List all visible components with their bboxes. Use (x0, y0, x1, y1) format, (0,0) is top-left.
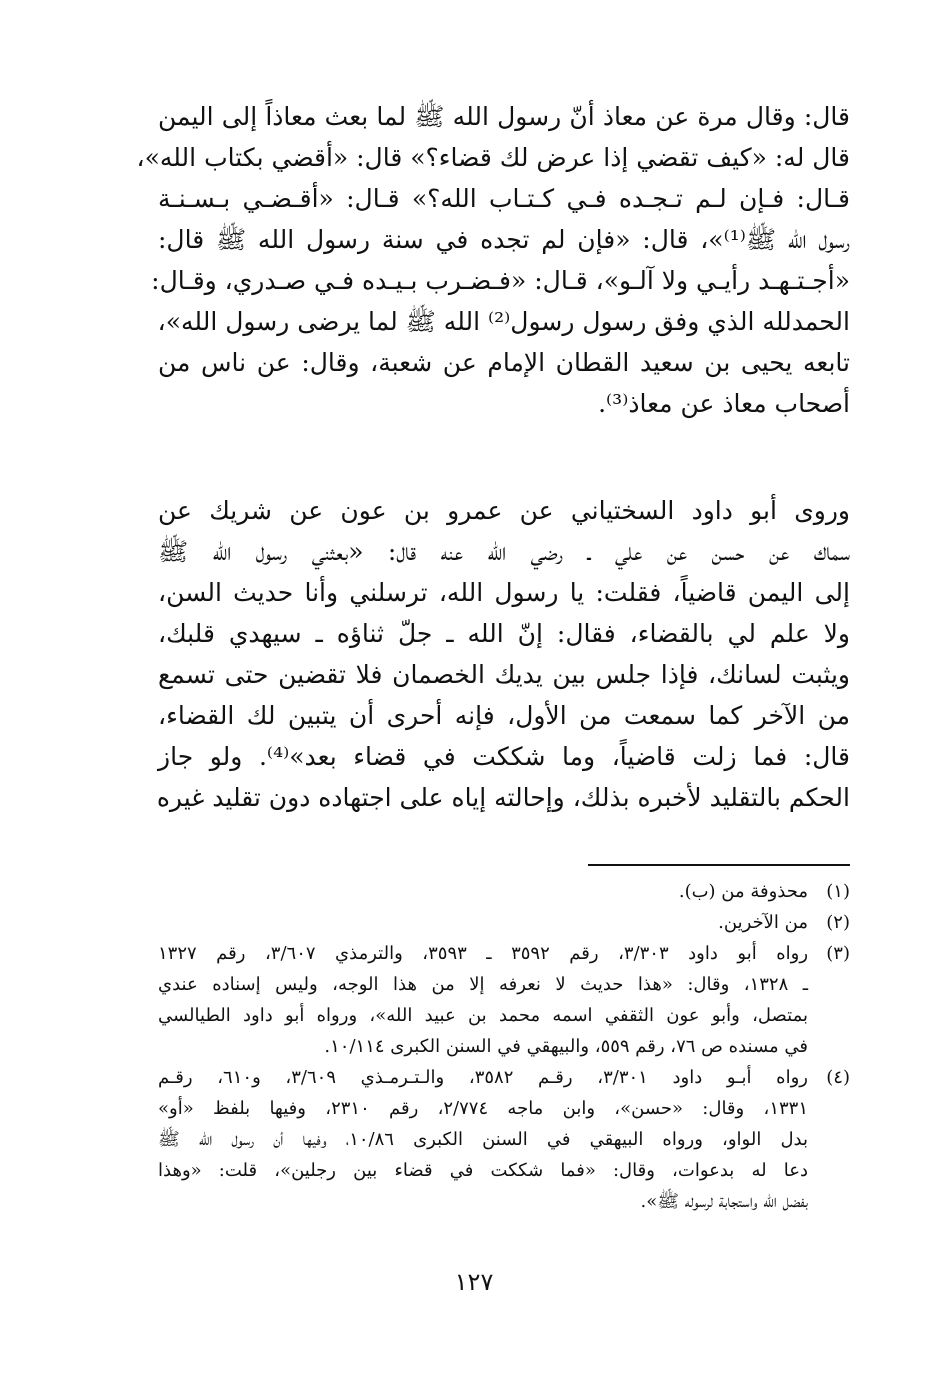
text-line: أصحاب معاذ عن معاذ⁽³⁾. (598, 389, 850, 418)
text-line: رسول الله ﷺ⁽¹⁾»، قال: «فإن لم تجده في سنة رسول الله ﷺ قال: (158, 225, 850, 254)
text-line: ولا علم لي بالقضاء، فقال: إنّ الله ـ جلّ ثناؤه ـ سيهدي قلبك، (158, 619, 850, 648)
footnote (158, 938, 850, 1062)
text-line: قـال: فـإن لـم تـجـده فـي كـتـاب الله؟» قـال: «أقـضـي بـسـنـة (158, 184, 850, 213)
page-number: ١٢٧ (454, 1268, 494, 1296)
footnote-line: بفضل الله واستجابة لرسوله ﷺ». (640, 1191, 808, 1212)
text-line: وروى أبو داود السختياني عن عمرو بن عون عن شريك عن (158, 496, 850, 525)
text-line: من الآخر كما سمعت من الأول، فإنه أحرى أن يتبين لك القضاء، (158, 701, 850, 730)
text-line: الحكم بالتقليد لأخبره بذلك، وإحالته إياه على اجتهاده دون تقليد غيره (156, 783, 850, 812)
footnote-separator (588, 864, 850, 866)
footnote-line: بمتصل، وأبو عون الثقفي اسمه محمد بن عبيد الله»، ورواه أبو داود الطيالسي (158, 1005, 808, 1026)
footnote-number: (٢) (826, 912, 850, 933)
text-line: سماك عن حسن عن علي ـ رضي الله عنه قال: «بعثني رسول الله ﷺ (158, 537, 850, 566)
footnote (158, 1062, 850, 1217)
text-line: قال: وقال مرة عن معاذ أنّ رسول الله ﷺ لما بعث معاذاً إلى اليمن (158, 102, 850, 131)
text-line: قال له: «كيف تقضي إذا عرض لك قضاء؟» قال: «أقضي بكتاب الله»، (136, 143, 850, 172)
footnote-number: (١) (826, 881, 850, 902)
text-line: تابعه يحيى بن سعيد القطان الإمام عن شعبة، وقال: عن ناس من (158, 348, 850, 377)
text-line: «أجـتـهـد رأيـي ولا آلـو»، قـال: «فـضـرب بـيـده فـي صـدري، وقـال: (151, 266, 850, 295)
footnote-line: بدل الواو، ورواه البيهقي في السنن الكبرى ١٠/٨٦، وفيها أن رسول الله ﷺ (158, 1129, 808, 1150)
footnote-line: دعا له بدعوات، وقال: «فما شككت في قضاء بين رجلين»، قلت: «وهذا (158, 1160, 808, 1181)
footnotes (158, 876, 850, 1217)
paragraph-2 (158, 490, 850, 818)
text-line: قال: فما زلت قاضياً، وما شككت في قضاء بعد»⁽⁴⁾. ولو جاز (158, 742, 850, 771)
footnote (158, 907, 850, 938)
footnote-line: رواه أبـو داود ٣/٣٠١، رقـم ٣٥٨٢، والـتـرمـذي ٣/٦٠٩، و٦١٠، رقـم (158, 1067, 808, 1088)
footnote-line: ١٣٣١، وقال: «حسن»، وابن ماجه ٢/٧٧٤، رقم ٢٣١٠، وفيها بلفظ «أو» (158, 1098, 808, 1119)
text-line: إلى اليمن قاضياً، فقلت: يا رسول الله، ترسلني وأنا حديث السن، (158, 578, 850, 607)
footnote-number: (٣) (826, 943, 850, 964)
footnote-line: ـ ١٣٢٨، وقال: «هذا حديث لا نعرفه إلا من هذا الوجه، وليس إسناده عندي (158, 974, 808, 995)
footnote-line: رواه أبو داود ٣/٣٠٣، رقم ٣٥٩٢ ـ ٣٥٩٣، والترمذي ٣/٦٠٧، رقم ١٣٢٧ (158, 943, 809, 964)
paragraph-1 (136, 96, 850, 424)
text-line: الحمدلله الذي وفق رسول رسول⁽²⁾ الله ﷺ لما يرضى رسول الله»، (157, 307, 850, 336)
footnote (158, 876, 850, 907)
footnote-line: من الآخرين. (718, 912, 808, 933)
footnote-number: (٤) (826, 1067, 850, 1088)
footnote-line: في مسنده ص ٧٦، رقم ٥٥٩، والبيهقي في السنن الكبرى ١٠/١١٤. (324, 1036, 808, 1057)
footnote-line: محذوفة من (ب). (678, 881, 808, 902)
text-line: ويثبت لسانك، فإذا جلس بين يديك الخصمان فلا تقضين حتى تسمع (158, 660, 850, 689)
